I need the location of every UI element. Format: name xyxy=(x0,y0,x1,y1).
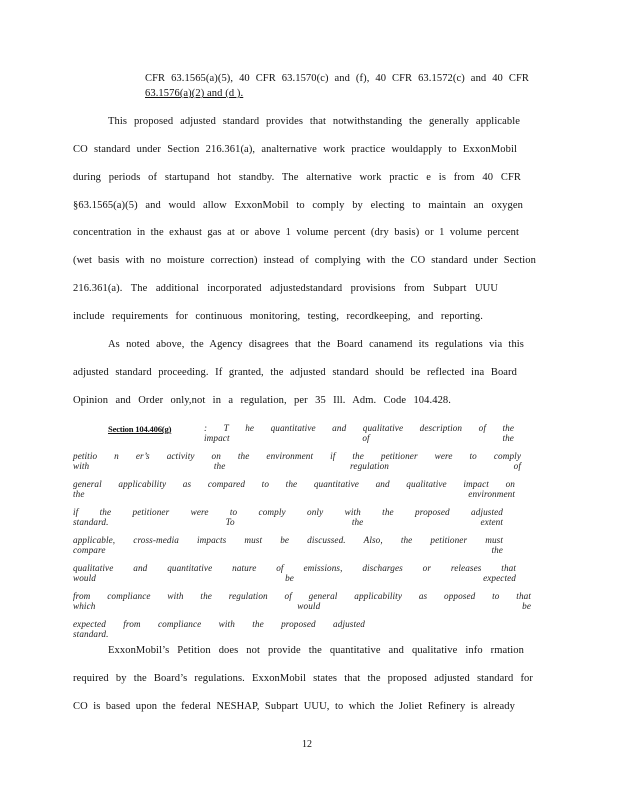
text-line: 63.1576(a)(2) and (d ). xyxy=(145,88,244,99)
text-line: CFR 63.1565(a)(5), 40 CFR 63.1570(c) and (f), 40 CFR 63.1572(c) and 40 CFR xyxy=(145,73,529,84)
text-line: CO standard under Section 216.361(a), analternative work practice wouldapply to ExxonMobil xyxy=(73,144,517,155)
text-line: expected from compliance with the proposed adjusted standard. xyxy=(73,619,365,639)
text-line: concentration in the exhaust gas at or above 1 volume percent (dry basis) or 1 volume percent xyxy=(73,227,519,238)
text-line: from compliance with the regulation of general applicability as opposed to that which would be xyxy=(73,591,531,611)
text-line: adjusted standard proceeding. If granted, the adjusted standard should be reflected ina Board xyxy=(73,367,517,378)
text-line: if the petitioner were to comply only with the proposed adjusted standard. To the extent xyxy=(73,507,503,527)
text-line: petitio n er’s activity on the environment if the petitioner were to comply with the regulation of xyxy=(73,451,521,471)
text-line: §63.1565(a)(5) and would allow ExxonMobil to comply by electing to maintain an oxygen xyxy=(73,200,523,211)
text-line: Opinion and Order only,not in a regulation, per 35 Ill. Adm. Code 104.428. xyxy=(73,395,451,406)
page-number: 12 xyxy=(302,739,312,750)
text-line: general applicability as compared to the quantitative and qualitative impact on the environment xyxy=(73,479,515,499)
text-line: required by the Board’s regulations. ExxonMobil states that the proposed adjusted standard for xyxy=(73,673,533,684)
text-line: during periods of startupand hot standby. The alternative work practic e is from 40 CFR xyxy=(73,172,521,183)
text-line: (wet basis with no moisture correction) instead of complying with the CO standard under Section xyxy=(73,255,536,266)
text-line: applicable, cross-media impacts must be discussed. Also, the petitioner must compare the xyxy=(73,535,503,555)
text-line: : T he quantitative and qualitative description of the impact of the xyxy=(204,423,514,443)
text-line: ExxonMobil’s Petition does not provide the quantitative and qualitative info rmation xyxy=(108,645,524,656)
text-line: qualitative and quantitative nature of emissions, discharges or releases that would be expected xyxy=(73,563,516,583)
text-line: include requirements for continuous monitoring, testing, recordkeeping, and reporting. xyxy=(73,311,483,322)
text-line: 216.361(a). The additional incorporated adjustedstandard provisions from Subpart UUU xyxy=(73,283,498,294)
section-heading: Section 104.406(g) xyxy=(108,424,172,434)
text-line: This proposed adjusted standard provides that notwithstanding the generally applicable xyxy=(108,116,520,127)
text-line: As noted above, the Agency disagrees that the Board canamend its regulations via this xyxy=(108,339,524,350)
text-line: CO is based upon the federal NESHAP, Subpart UUU, to which the Joliet Refinery is already xyxy=(73,701,515,712)
